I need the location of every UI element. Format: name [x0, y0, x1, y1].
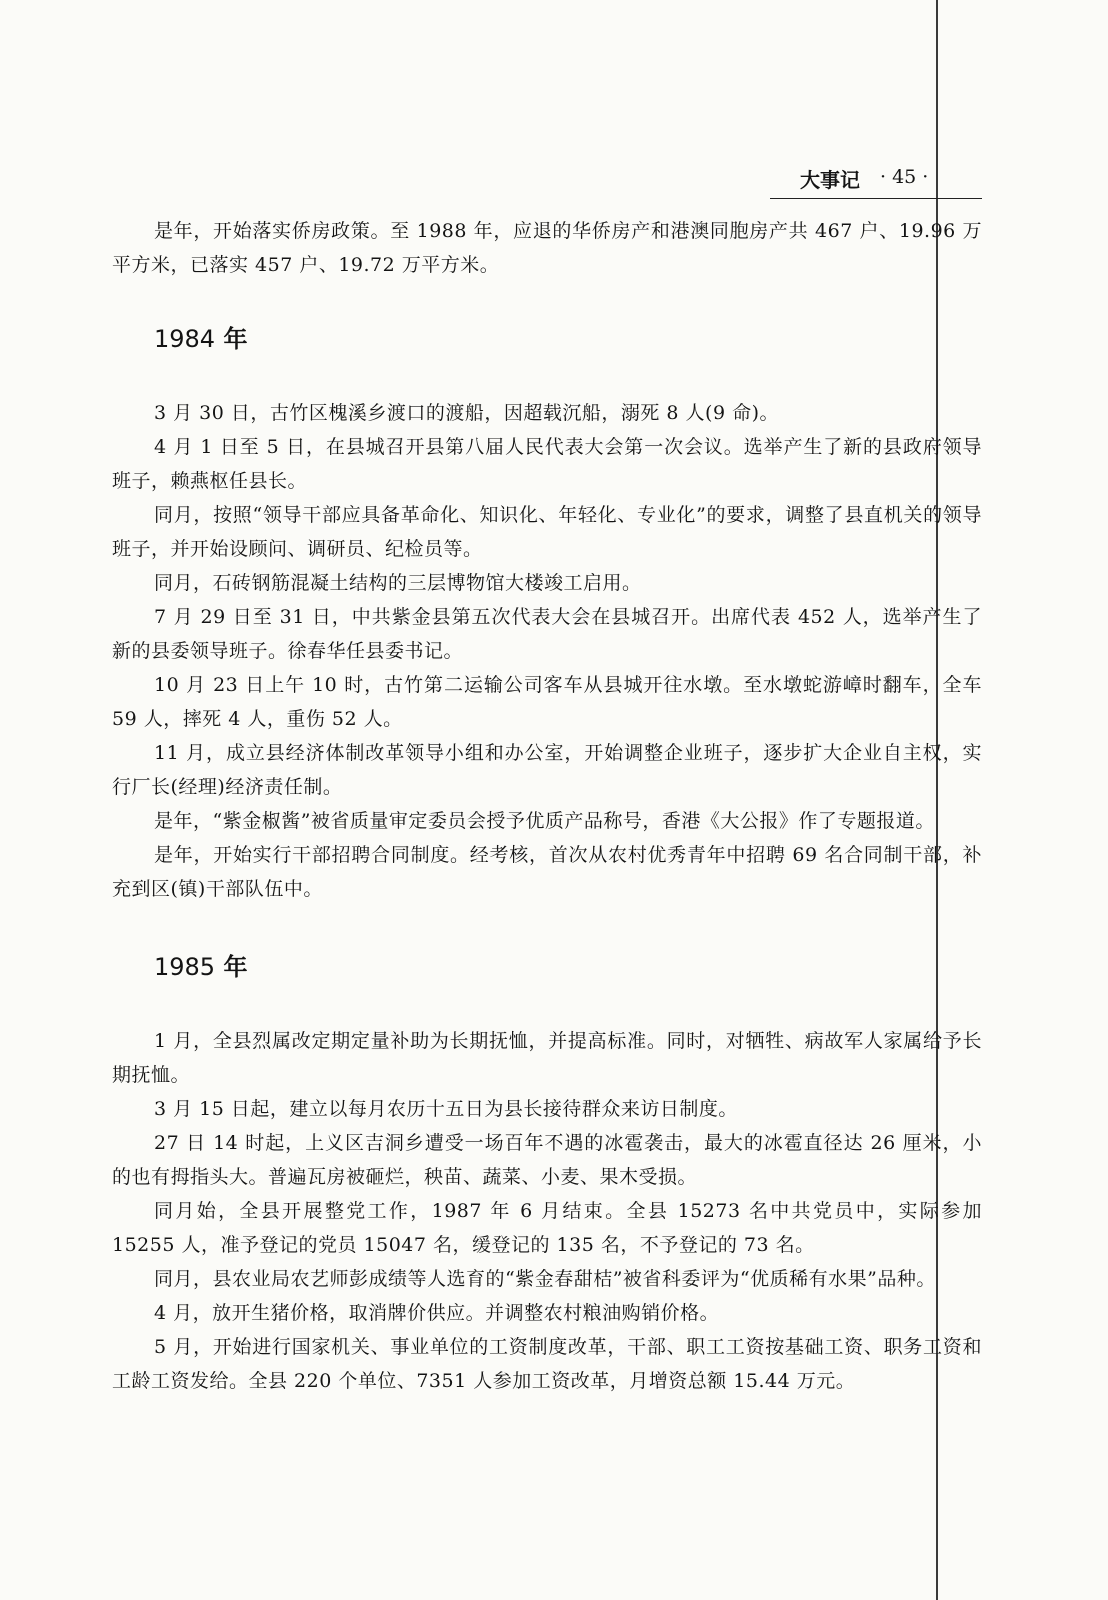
page-header [770, 158, 982, 199]
year-heading-1985 [112, 932, 982, 1002]
entry-paragraph: 3 月 15 日起，建立以每月农历十五日为县长接待群众来访日制度。 [154, 1098, 738, 1120]
year-suffix: 年 [223, 325, 248, 353]
entry-paragraph: 10 月 23 日上午 10 时，古竹第二运输公司客车从县城开往水墩。至水墩蛇游嶂时翻车，全车 59 人，摔死 4 人，重伤 52 人。 [112, 674, 982, 730]
entry-paragraph: 4 月 1 日至 5 日，在县城召开县第八届人民代表大会第一次会议。选举产生了新的县政府领导班子，赖燕枢任县长。 [112, 436, 982, 492]
entry-paragraph: 1 月，全县烈属改定期定量补助为长期抚恤，并提高标准。同时，对牺牲、病故军人家属给予长期抚恤。 [112, 1030, 982, 1086]
entry-paragraph: 4 月，放开生猪价格，取消牌价供应。并调整农村粮油购销价格。 [154, 1302, 720, 1324]
intro-paragraph: 是年，开始落实侨房政策。至 1988 年，应退的华侨房产和港澳同胞房产共 467 户、19.96 万平方米，已落实 457 户、19.72 万平方米。 [112, 220, 982, 276]
year-suffix: 年 [223, 953, 248, 981]
entry-paragraph: 同月始，全县开展整党工作，1987 年 6 月结束。全县 15273 名中共党员中，实际参加 15255 人，准予登记的党员 15047 名，缓登记的 135 名，不予登记的 73 名。 [112, 1200, 982, 1256]
year-number: 1985 [154, 953, 216, 981]
entry-paragraph: 是年，“紫金椒酱”被省质量审定委员会授予优质产品称号，香港《大公报》作了专题报道。 [154, 810, 935, 832]
page-number: · 45 · [880, 166, 929, 188]
entry-paragraph: 同月，按照“领导干部应具备革命化、知识化、年轻化、专业化”的要求，调整了县直机关的领导班子，并开始设顾问、调研员、纪检员等。 [112, 504, 982, 560]
running-title: 大事记 [800, 168, 860, 192]
year-number: 1984 [154, 325, 216, 353]
entry-paragraph: 是年，开始实行干部招聘合同制度。经考核，首次从农村优秀青年中招聘 69 名合同制干部，补充到区(镇)干部队伍中。 [112, 844, 982, 900]
year-heading-1984 [112, 304, 982, 374]
page-body [112, 214, 982, 1398]
entry-paragraph: 同月，县农业局农艺师彭成绩等人选育的“紫金春甜桔”被省科委评为“优质稀有水果”品种。 [154, 1268, 936, 1290]
entry-paragraph: 3 月 30 日，古竹区槐溪乡渡口的渡船，因超载沉船，溺死 8 人(9 命)。 [154, 402, 780, 424]
entry-paragraph: 同月，石砖钢筋混凝土结构的三层博物馆大楼竣工启用。 [154, 572, 642, 594]
entry-paragraph: 27 日 14 时起，上义区吉洞乡遭受一场百年不遇的冰雹袭击，最大的冰雹直径达 26 厘米，小的也有拇指头大。普遍瓦房被砸烂，秧苗、蔬菜、小麦、果木受损。 [112, 1132, 982, 1188]
entry-paragraph: 7 月 29 日至 31 日，中共紫金县第五次代表大会在县城召开。出席代表 452 人，选举产生了新的县委领导班子。徐春华任县委书记。 [112, 606, 982, 662]
entry-paragraph: 5 月，开始进行国家机关、事业单位的工资制度改革，干部、职工工资按基础工资、职务工资和工龄工资发给。全县 220 个单位、7351 人参加工资改革，月增资总额 15.44 万元。 [112, 1336, 982, 1392]
entry-paragraph: 11 月，成立县经济体制改革领导小组和办公室，开始调整企业班子，逐步扩大企业自主权，实行厂长(经理)经济责任制。 [112, 742, 982, 798]
